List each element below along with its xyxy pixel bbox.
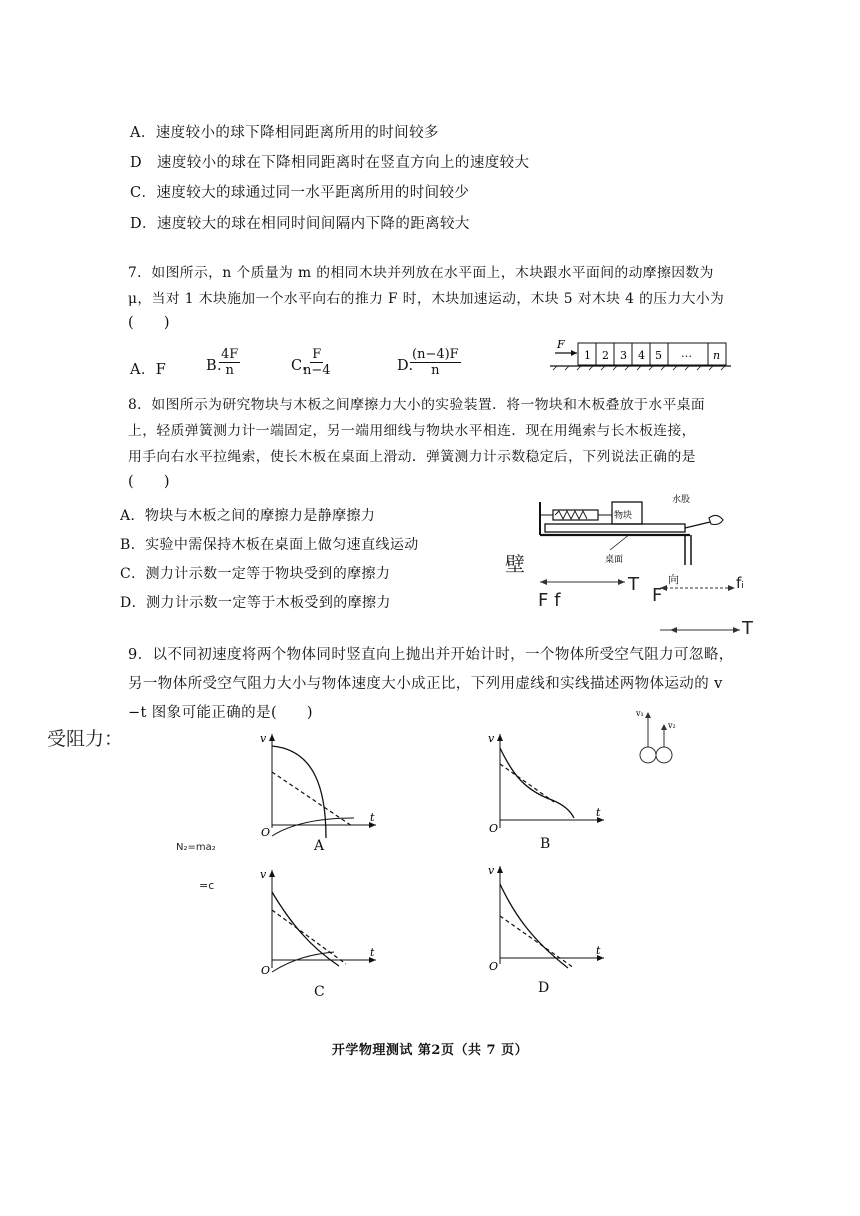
- q7-stem-line1: 7．如图所示，n 个质量为 m 的相同木块并列放在水平面上，木块跟水平面间的动摩擦因数为: [128, 265, 714, 281]
- q9-graph-c-tlabel: t: [370, 946, 375, 959]
- q7-option-a: A．F: [130, 362, 167, 378]
- q9-hand-balls-sketch: [628, 702, 688, 772]
- q9-graph-a-tlabel: t: [370, 811, 375, 824]
- q8-option-c: C．测力计示数一定等于物块受到的摩擦力: [120, 566, 391, 582]
- q8-option-b: B．实验中需保持木板在桌面上做匀速直线运动: [120, 537, 419, 553]
- q9-graph-c: [254, 864, 384, 994]
- q8-hand-ff: F f: [538, 590, 561, 611]
- q6-option-b: D 速度较小的球在下降相同距离时在竖直方向上的速度较大: [130, 155, 530, 171]
- q7-option-d-letter: D.: [397, 358, 414, 374]
- q8-option-d: D．测力计示数一定等于木板受到的摩擦力: [120, 595, 391, 611]
- q7-block-1: 1: [584, 349, 591, 362]
- q6-option-d: D．速度较大的球在相同时间间隔内下降的距离较大: [130, 216, 470, 232]
- q7-force-label: F: [557, 338, 565, 351]
- q7-option-b-denominator: n: [225, 363, 234, 378]
- q8-table-label: 桌面: [605, 555, 624, 565]
- q7-option-c-letter: C.: [291, 358, 307, 374]
- q7-block-4: 4: [638, 349, 645, 362]
- q8-hand-f: F: [652, 585, 663, 606]
- q6-option-a: A．速度较小的球下降相同距离所用的时间较多: [130, 125, 439, 141]
- q7-option-b-numerator: 4F: [221, 347, 239, 362]
- q7-option-b-letter: B.: [206, 358, 223, 374]
- q9-graph-d: [482, 860, 612, 990]
- q9-hand-equation: N₂=ma₂: [176, 842, 216, 853]
- q6-option-c: C．速度较大的球通过同一水平距离所用的时间较少: [130, 185, 470, 201]
- q7-block-5: 5: [655, 349, 662, 362]
- q9-graph-b-origin: O: [489, 822, 499, 835]
- q8-hand-wall: 壁: [505, 552, 525, 576]
- q7-stem-line2: μ，当对 1 木块施加一个水平向右的推力 F 时，木块加速运动，木块 5 对木块 4 的压力大小为: [128, 291, 725, 307]
- q9-stem-line3: −t 图象可能正确的是( ): [128, 705, 313, 721]
- q9-graph-b-tlabel: t: [596, 806, 601, 819]
- q9-graph-c-origin: O: [261, 964, 271, 977]
- q9-graph-a-origin: O: [261, 826, 271, 839]
- q9-graph-a-letter: A: [314, 838, 325, 854]
- q8-block-label: 物块: [614, 511, 633, 521]
- q9-graph-d-tlabel: t: [596, 944, 601, 957]
- q7-option-d-numerator: (n−4)F: [412, 347, 459, 362]
- q8-hand-fi: fᵢ: [736, 574, 744, 592]
- q8-paren: ( ): [128, 474, 170, 490]
- q8-hand-t2: T: [742, 618, 753, 639]
- q9-graph-d-letter: D: [538, 980, 550, 996]
- q7-option-c-fraction: [303, 347, 331, 378]
- page-footer: 开学物理测试 第2页（共 7 页）: [331, 1043, 529, 1058]
- q8-rope-label: 水股: [672, 495, 691, 505]
- q9-stem-line2: 另一物体所受空气阻力大小与物体速度大小成正比，下列用虚线和实线描述两物体运动的 v: [128, 676, 723, 692]
- q9-hand-eq2: =c: [199, 879, 215, 892]
- q7-option-d-denominator: n: [431, 363, 440, 378]
- q7-option-c-denominator: n−4: [303, 363, 331, 378]
- q7-option-c-numerator: F: [312, 347, 322, 362]
- q8-stem-line1: 8．如图所示为研究物块与木板之间摩擦力大小的实验装置．将一物块和木板叠放于水平桌面: [128, 397, 706, 413]
- q7-paren: ( ): [128, 315, 170, 331]
- q9-stem-line1: 9．以不同初速度将两个物体同时竖直向上抛出并开始计时，一个物体所受空气阻力可忽略，: [128, 647, 734, 663]
- q8-apparatus-figure: [495, 490, 765, 650]
- q7-block-n: n: [713, 349, 721, 362]
- q8-stem-line2: 上，轻质弹簧测力计一端固定，另一端用细线与物块水平相连．现在用绳索与长木板连接，: [128, 423, 696, 439]
- q7-option-d-fraction: [410, 347, 461, 378]
- q9-graph-a-vlabel: v: [260, 732, 267, 745]
- q8-hand-t1: T: [628, 574, 639, 595]
- q7-block-3: 3: [620, 349, 627, 362]
- q9-graph-d-origin: O: [489, 960, 499, 973]
- q9-hand-resistance: 受阻力：: [47, 728, 124, 750]
- q9-graph-c-vlabel: v: [260, 868, 267, 881]
- q9-hand-v1: v₁: [636, 709, 644, 718]
- q8-hand-direction: 向: [668, 573, 679, 586]
- q8-option-a: A．物块与木板之间的摩擦力是静摩擦力: [120, 508, 376, 524]
- q8-stem-line3: 用手向右水平拉绳索，使长木板在桌面上滑动．弹簧测力计示数稳定后，下列说法正确的是: [128, 449, 696, 465]
- q9-graph-b-vlabel: v: [488, 732, 495, 745]
- q7-blocks-figure: [545, 335, 735, 375]
- q9-graph-c-letter: C: [314, 984, 325, 1000]
- q9-graph-d-vlabel: v: [488, 864, 495, 877]
- q9-graph-b-letter: B: [540, 836, 551, 852]
- q9-hand-v2: v₂: [668, 721, 676, 730]
- q7-block-2: 2: [602, 349, 609, 362]
- q7-option-b-fraction: [219, 347, 240, 378]
- q7-block-ellipsis: …: [681, 347, 692, 360]
